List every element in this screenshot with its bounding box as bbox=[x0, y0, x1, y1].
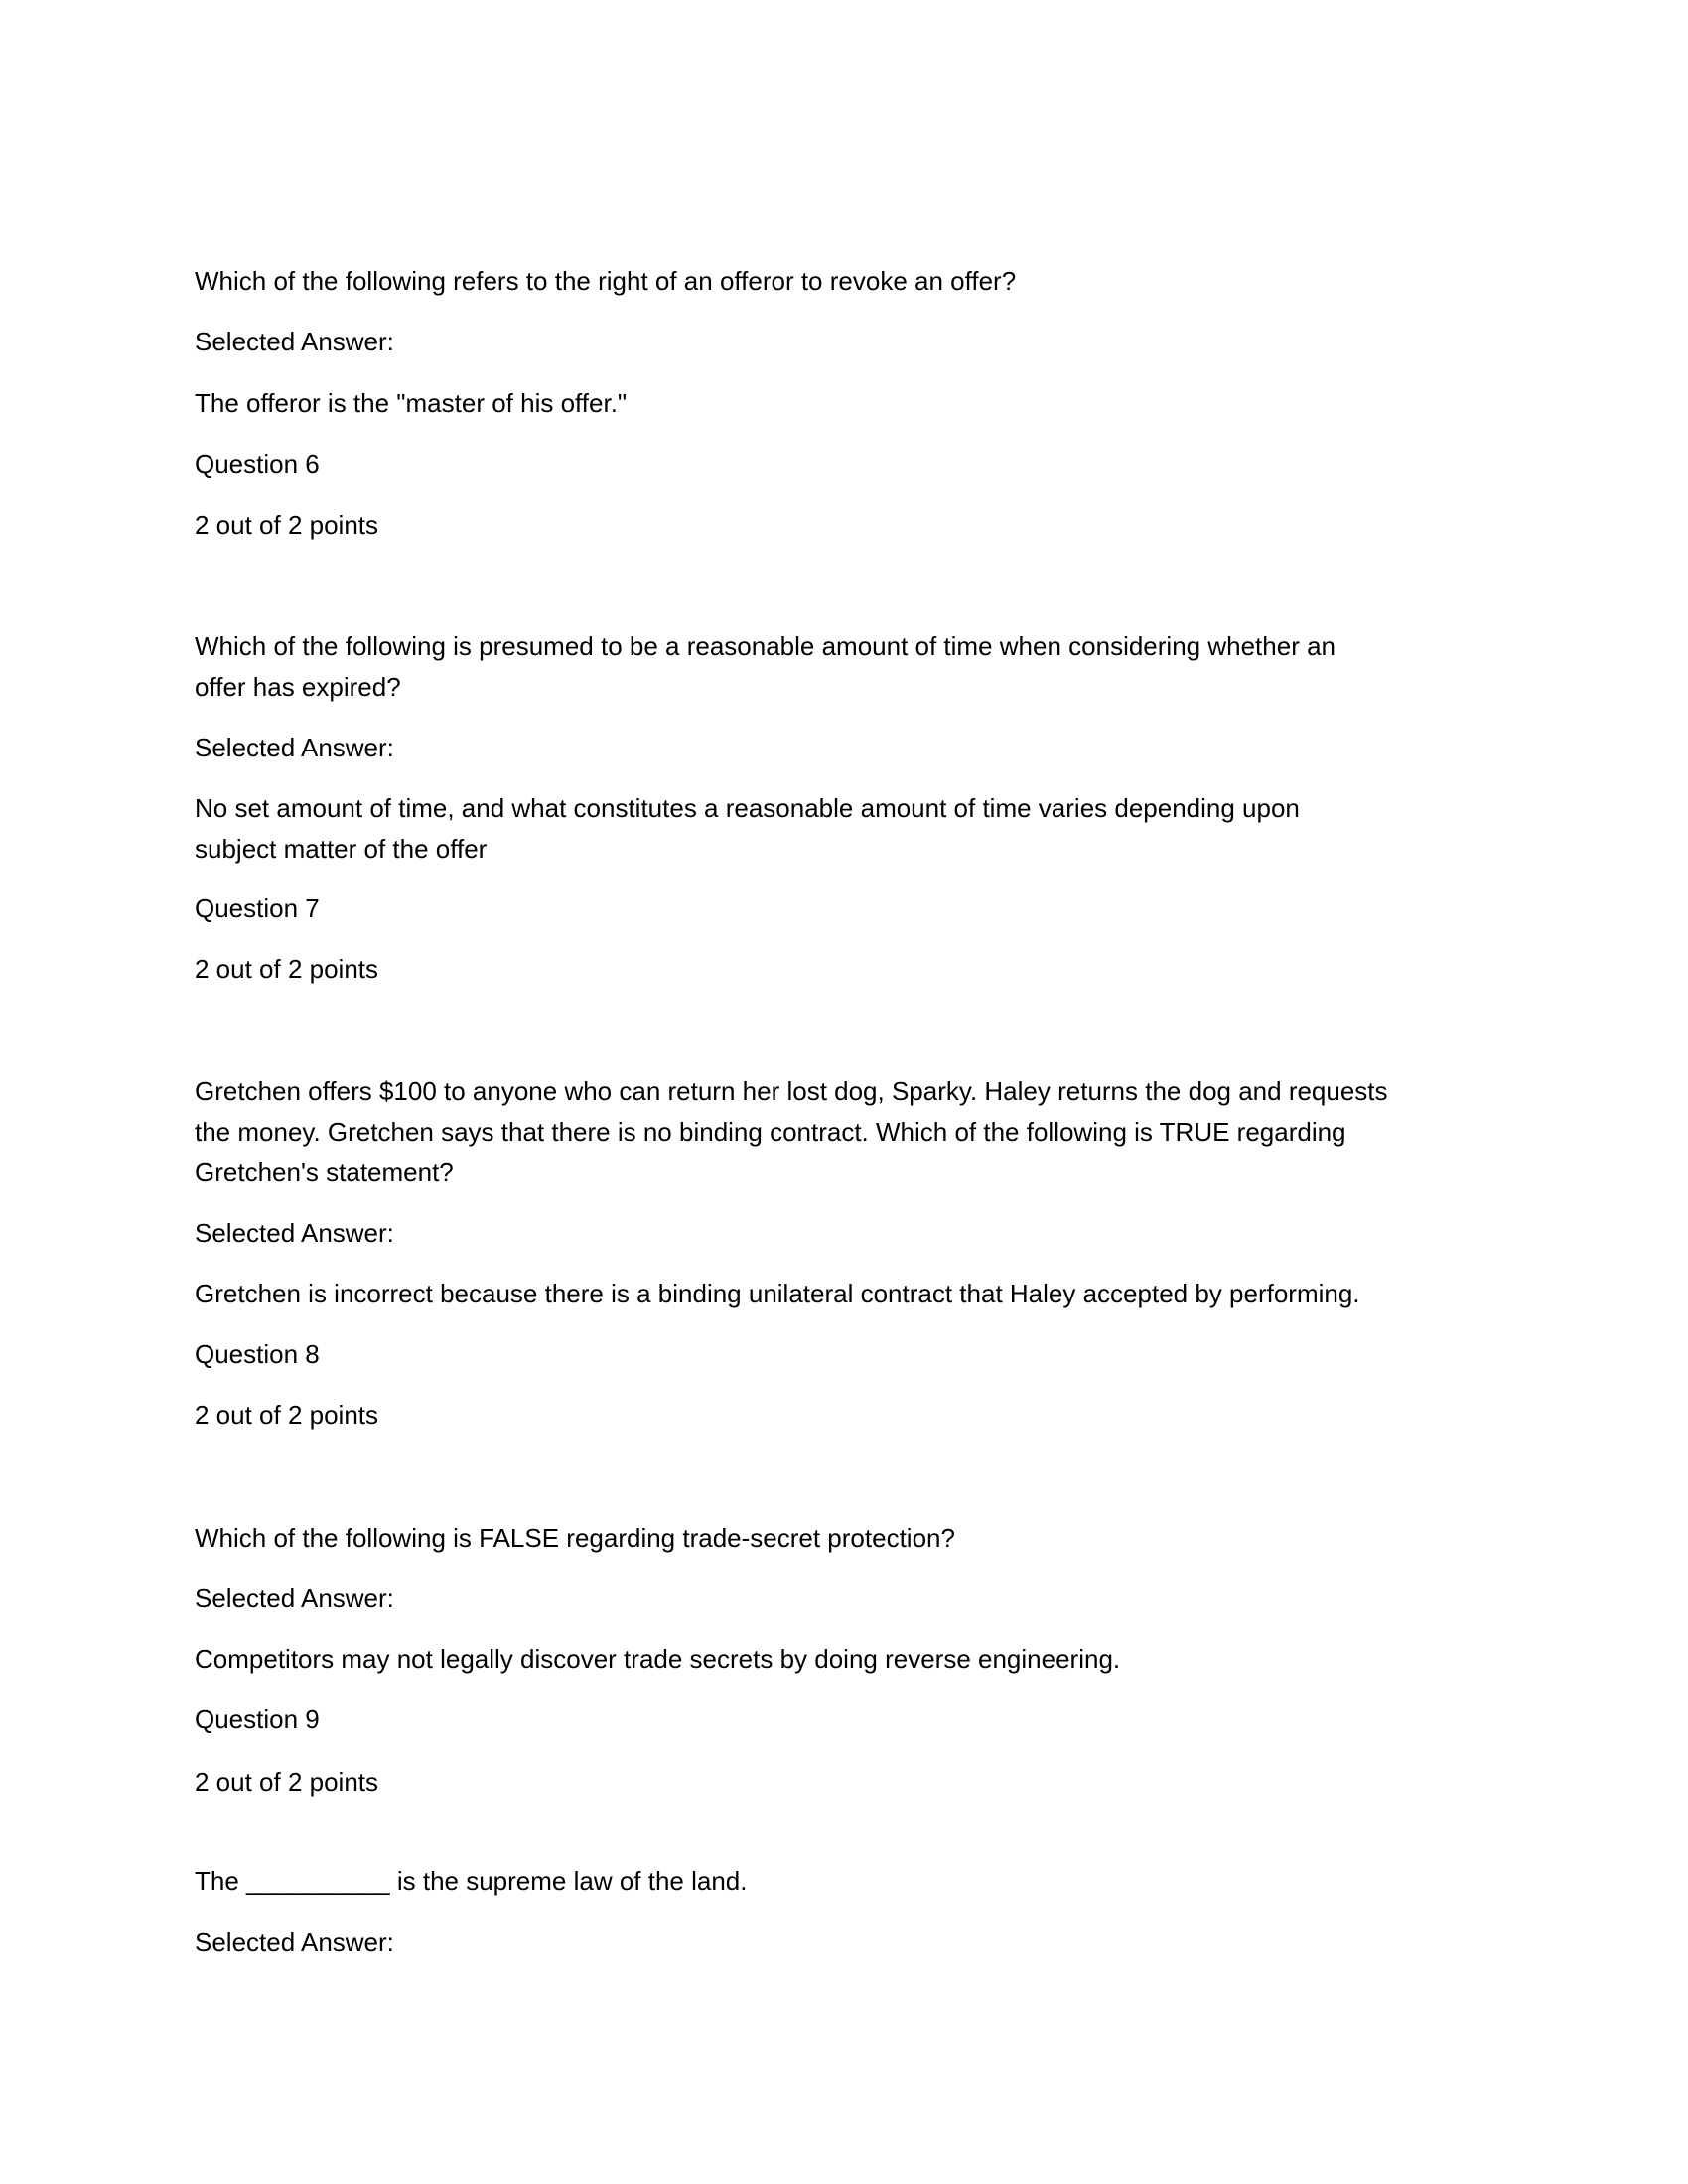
text-line: Which of the following is presumed to be a reasonable amount of time when considering whether an bbox=[195, 631, 1336, 661]
points bbox=[195, 1762, 378, 1803]
text-line: Selected Answer: bbox=[195, 1583, 394, 1613]
text-line: 2 out of 2 points bbox=[195, 954, 379, 984]
text-line: Selected Answer: bbox=[195, 733, 394, 762]
question-text bbox=[195, 1861, 748, 1902]
selected-answer-label bbox=[195, 728, 394, 768]
question-text bbox=[195, 1071, 1388, 1193]
text-line: the money. Gretchen says that there is no binding contract. Which of the following is TRUE regarding bbox=[195, 1117, 1346, 1147]
question-text bbox=[195, 261, 1016, 302]
text-line: Question 8 bbox=[195, 1339, 320, 1369]
text-line: Selected Answer: bbox=[195, 1927, 394, 1957]
selected-answer-label bbox=[195, 322, 394, 362]
selected-answer-label bbox=[195, 1578, 394, 1619]
question-text bbox=[195, 626, 1336, 708]
text-line: Gretchen is incorrect because there is a binding unilateral contract that Haley accepted by performing. bbox=[195, 1279, 1360, 1308]
points bbox=[195, 1395, 378, 1435]
question-text bbox=[195, 1518, 955, 1559]
text-line: Gretchen offers $100 to anyone who can return her lost dog, Sparky. Haley returns the dog and requests bbox=[195, 1076, 1388, 1106]
text-line: 2 out of 2 points bbox=[195, 1767, 379, 1797]
answer-text bbox=[195, 1274, 1360, 1314]
answer-text bbox=[195, 1639, 1120, 1680]
text-line: subject matter of the offer bbox=[195, 834, 488, 864]
text-line: Question 6 bbox=[195, 449, 320, 478]
question-number bbox=[195, 1700, 320, 1740]
text-line: Question 7 bbox=[195, 893, 320, 923]
text-line: The __________ is the supreme law of the land. bbox=[195, 1866, 748, 1896]
text-line: No set amount of time, and what constitutes a reasonable amount of time varies depending upon bbox=[195, 793, 1300, 823]
text-line: 2 out of 2 points bbox=[195, 510, 379, 540]
text-line: Which of the following refers to the right of an offeror to revoke an offer? bbox=[195, 266, 1017, 296]
text-line: The offeror is the "master of his offer." bbox=[195, 388, 628, 418]
answer-text bbox=[195, 788, 1300, 870]
points bbox=[195, 949, 378, 990]
points bbox=[195, 505, 378, 546]
text-line: Selected Answer: bbox=[195, 1218, 394, 1248]
text-line: Selected Answer: bbox=[195, 327, 394, 356]
question-number bbox=[195, 1334, 320, 1375]
text-line: 2 out of 2 points bbox=[195, 1400, 379, 1430]
text-line: Question 9 bbox=[195, 1705, 320, 1734]
question-number bbox=[195, 444, 320, 484]
answer-text bbox=[195, 383, 627, 424]
text-line: Gretchen's statement? bbox=[195, 1158, 454, 1187]
selected-answer-label bbox=[195, 1213, 394, 1254]
text-line: Competitors may not legally discover trade secrets by doing reverse engineering. bbox=[195, 1644, 1121, 1674]
selected-answer-label bbox=[195, 1922, 394, 1963]
text-line: Which of the following is FALSE regarding trade-secret protection? bbox=[195, 1523, 955, 1553]
text-line: offer has expired? bbox=[195, 672, 401, 702]
question-number bbox=[195, 888, 320, 929]
